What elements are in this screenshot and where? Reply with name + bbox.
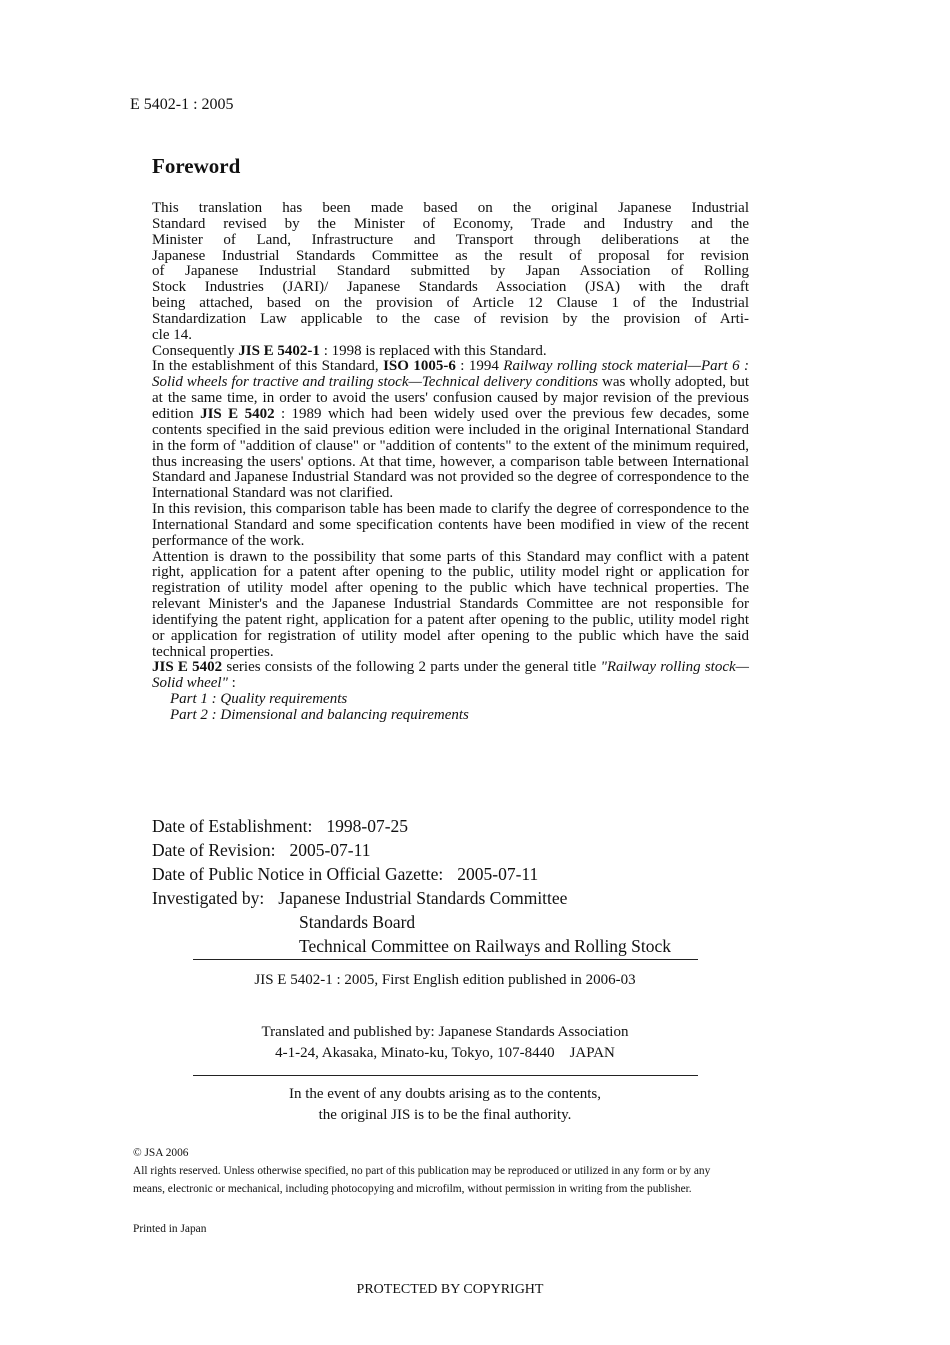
text-line: of Japanese Industrial Standard submitted by Japan Association of Rolling [152, 263, 749, 280]
publisher-name: Translated and published by: Japanese Standards Association [261, 1024, 629, 1040]
text-run: : 1998 is replaced with this Standard. [319, 342, 547, 359]
gazette-row [152, 862, 671, 886]
gazette-date: 2005-07-11 [457, 864, 539, 884]
revision-label: Date of Revision: [152, 840, 276, 860]
part-item [152, 708, 749, 724]
investigated-label: Investigated by: [152, 888, 265, 908]
divider [193, 1075, 698, 1076]
text-line: Stock Industries (JARI)/ Japanese Standards Association (JSA) with the draft [152, 279, 749, 296]
part-item [152, 692, 749, 708]
dates-block [152, 814, 671, 958]
text-line: being attached, based on the provision of Article 12 Clause 1 of the Industrial [152, 295, 749, 312]
notice-line: the original JIS is to be the final authority. [318, 1107, 572, 1123]
text-line: Japanese Industrial Standards Committee as the result of proposal for revision [152, 247, 749, 264]
printed-in: Printed in Japan [133, 1223, 207, 1235]
standard-title: Railway rolling stock material—Part 6 : Solid wheels for tractive and trailing stock—Technical delivery conditions [152, 358, 750, 391]
investigator: Japanese Industrial Standards Committee [278, 888, 568, 908]
foreword-paragraph-6 [152, 660, 749, 692]
standard-reference: ISO 1005-6 [383, 358, 456, 375]
edition-info: JIS E 5402-1 : 2005, First English edition published in 2006-03 [254, 972, 636, 988]
investigator-line: Technical Committee on Railways and Rolling Stock [299, 936, 672, 956]
standard-reference: JIS E 5402-1 [238, 342, 320, 359]
text-run: : [227, 675, 236, 692]
investigator-line: Standards Board [299, 912, 416, 932]
copyright-footer: PROTECTED BY COPYRIGHT [356, 1282, 544, 1297]
rights-statement: All rights reserved. Unless otherwise specified, no part of this publication may be reproduced or utilized in any form or by any means, electronic or mechanical, including photocopying and microfilm, without permission in writing from the publisher. [133, 1165, 711, 1195]
copyright-holder: © JSA 2006 [133, 1147, 189, 1159]
establishment-label: Date of Establishment: [152, 816, 313, 836]
text-run: : 1989 which had been widely used over the previous few decades, some contents specified in the said previous edition were included in the original International Standard in the form of "addition of clause" or "addition of contents" to the extent of the minimum required, thus increasing the users' options. At that time, however, a comparison table between International Standard and Japanese Industrial Standard was not provided so the degree of correspondence to the International Standard was not clarified. [152, 405, 749, 502]
foreword-paragraph-5: Attention is drawn to the possibility that some parts of this Standard may conflict with a patent right, application for a patent after opening to the public, utility model right or application for registration of utility model after opening to the public which have technical properties. The relevant Minister's and the Japanese Industrial Standards Committee are not responsible for identifying the patent right, application for a patent after opening to the public, utility model right or application for registration of utility model after opening to the public which have the said technical properties. [152, 548, 749, 660]
standard-reference: JIS E 5402 [200, 405, 275, 422]
revision-date: 2005-07-11 [289, 840, 371, 860]
document-code: E 5402-1 : 2005 [130, 96, 234, 113]
text-line: cle 14. [152, 326, 192, 343]
part-title: Part 2 : Dimensional and balancing requirements [170, 707, 469, 723]
publisher-address: 4-1-24, Akasaka, Minato-ku, Tokyo, 107-8440 JAPAN [275, 1045, 615, 1061]
text-run: In the establishment of this Standard, [152, 358, 384, 375]
text-line: Minister of Land, Infrastructure and Transport through deliberations at the [152, 231, 749, 248]
foreword-paragraph-4: In this revision, this comparison table has been made to clarify the degree of correspondence to the International Standard and some specification contents have been modified in view of the recent performance of the work. [152, 501, 749, 549]
text-run: was wholly adopted, but at the same time, in order to avoid the users' confusion caused by major revision of the previous edition [152, 374, 749, 422]
text-run: Consequently [152, 342, 239, 359]
foreword-heading: Foreword [152, 154, 241, 178]
gazette-label: Date of Public Notice in Official Gazette: [152, 864, 444, 884]
establishment-date: 1998-07-25 [326, 816, 409, 836]
divider [193, 959, 698, 960]
standard-reference: JIS E 5402 [152, 659, 223, 676]
publisher-info [0, 1022, 890, 1064]
notice-line: In the event of any doubts arising as to the contents, [288, 1086, 601, 1102]
investigated-row [152, 886, 671, 910]
text-line: This translation has been made based on the original Japanese Industrial [152, 200, 749, 216]
copyright-block [133, 1144, 743, 1198]
revision-row [152, 838, 671, 862]
part-title: Part 1 : Quality requirements [170, 691, 348, 708]
text-run: series consists of the following 2 parts under the general title [222, 659, 601, 676]
text-line: Standard revised by the Minister of Economy, Trade and Industry and the [152, 215, 749, 232]
text-run: : 1994 [455, 358, 504, 375]
foreword-paragraph-1 [152, 201, 749, 344]
establishment-row [152, 814, 671, 838]
foreword-paragraph-2 [152, 344, 749, 360]
foreword-paragraph-3 [152, 359, 749, 502]
authority-notice [0, 1084, 890, 1126]
series-title: "Railway rolling stock—Solid wheel" [152, 659, 749, 692]
text-line: Standardization Law applicable to the case of revision by the provision of Arti- [152, 310, 749, 327]
foreword-body [152, 201, 749, 724]
